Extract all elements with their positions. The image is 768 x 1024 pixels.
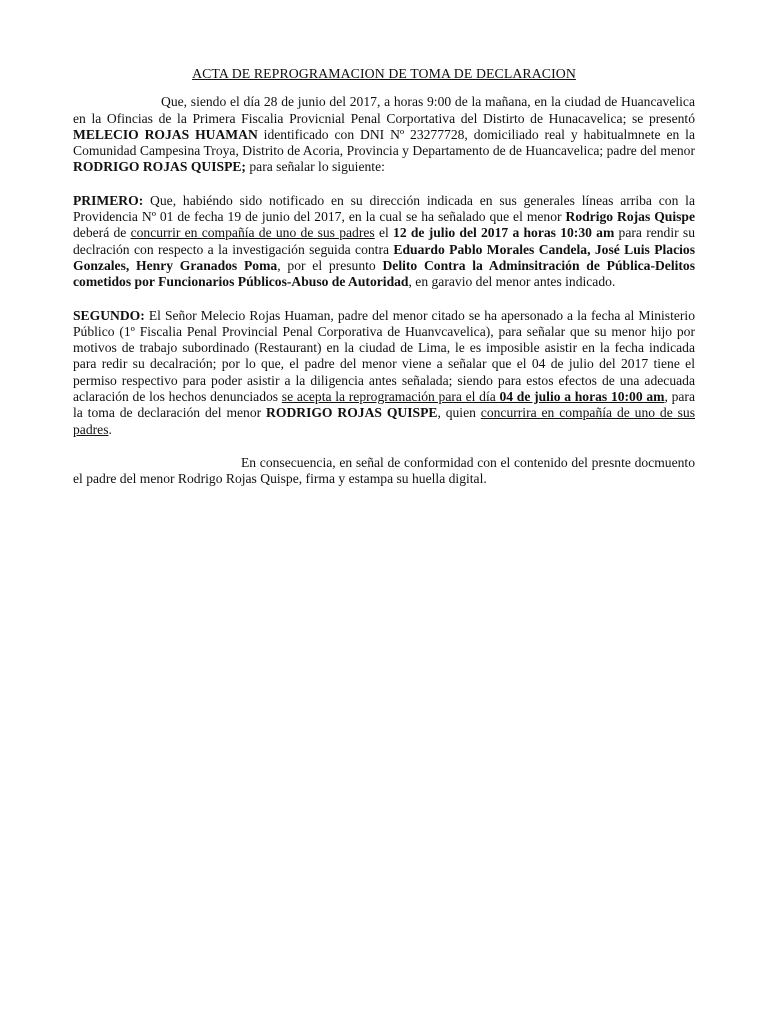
primero-text-4: para rendir su declración con respecto a la investigación seguida contra	[73, 225, 695, 257]
primero-offense: Delito Contra la Adminsitración de Pública-Delitos cometidos por Funcionarios Públicos-Abuso de Autoridad	[73, 257, 695, 290]
intro-paragraph	[73, 94, 695, 175]
intro-name-minor: RODRIGO ROJAS QUISPE;	[73, 159, 246, 175]
primero-paragraph	[73, 193, 695, 291]
primero-text-6: , en garavio del menor antes indicado.	[408, 274, 616, 290]
intro-text-1: Que, siendo el día 28 de junio del 2017, a horas 9:00 de la mañana, en la ciudad de Huancavelica en la Ofincias de la Primera Fiscalia Provicnial Penal Corportativa del Distirto de Hunacavelica; se presentó	[73, 94, 695, 126]
primero-text-3: el	[374, 225, 394, 241]
intro-name-father: MELECIO ROJAS HUAMAN	[73, 126, 258, 142]
document-title: ACTA DE REPROGRAMACION DE TOMA DE DECLARACION	[192, 66, 576, 81]
segundo-new-date-text: 04 de julio a horas 10:00 am	[499, 389, 665, 405]
segundo-underlined-1: se acepta la reprogramación para el día	[281, 389, 500, 405]
primero-text-5: , por el presunto	[277, 257, 383, 273]
segundo-text-4: .	[108, 421, 112, 437]
segundo-paragraph	[73, 308, 695, 438]
segundo-underlined-2: concurrira en compañía de uno de sus padres	[73, 405, 695, 437]
intro-text-3: para señalar lo siguiente:	[245, 159, 385, 175]
segundo-text-2: , para la toma de declaración del menor	[73, 389, 695, 421]
primero-text-1: Que, habiéndo sido notificado en su dirección indicada en sus generales líneas arriba con la Providencia Nº 01 de fecha 19 de junio del 2017, en la cual se ha señalado que el menor	[73, 192, 695, 225]
segundo-text-3: , quien	[437, 405, 481, 421]
segundo-minor-name: RODRIGO ROJAS QUISPE	[266, 405, 438, 421]
primero-label: PRIMERO:	[73, 192, 144, 208]
closing-paragraph: En consecuencia, en señal de conformidad con el contenido del presnte docmuento el padre del menor Rodrigo Rojas Quispe, firma y estampa su huella digital.	[73, 454, 695, 487]
primero-original-date: 12 de julio del 2017 a horas 10:30 am	[393, 225, 615, 241]
primero-underlined-1: concurrir en compañía de uno de sus padres	[130, 225, 375, 241]
segundo-text-1: El Señor Melecio Rojas Huaman, padre del menor citado se ha apersonado a la fecha al Ministerio Público (1º Fiscalia Penal Provincial Penal Corporativa de Huanvcavelica), para señalar que su menor hijo por motivos de trabajo subordinado (Restaurant) en la ciudad de Lima, le es imposible asistir en la fecha indicada para redir su decalración; por lo que, el padre del menor viene a señalar que el 04 de julio del 2017 tiene el permiso respectivo para poder asistir a la diligencia antes señalada; siendo para estos efectos de una adecuada aclaración de los hechos denunciados	[73, 307, 695, 405]
segundo-label: SEGUNDO:	[73, 307, 145, 323]
document-page	[73, 66, 695, 505]
primero-accused-names: Eduardo Pablo Morales Candela, José Luis Placios Gonzales, Henry Granados Poma	[73, 241, 695, 273]
primero-minor-name: Rodrigo Rojas Quispe	[565, 209, 695, 225]
intro-text-2: identificado con DNI Nº 23277728, domiciliado real y habitualmnete en la Comunidad Campesina Troya, Distrito de Acoria, Provincia y Departamento de de Huancavelica; padre del menor	[73, 126, 695, 159]
primero-text-2: deberá de	[73, 225, 131, 241]
segundo-new-date	[499, 389, 664, 404]
